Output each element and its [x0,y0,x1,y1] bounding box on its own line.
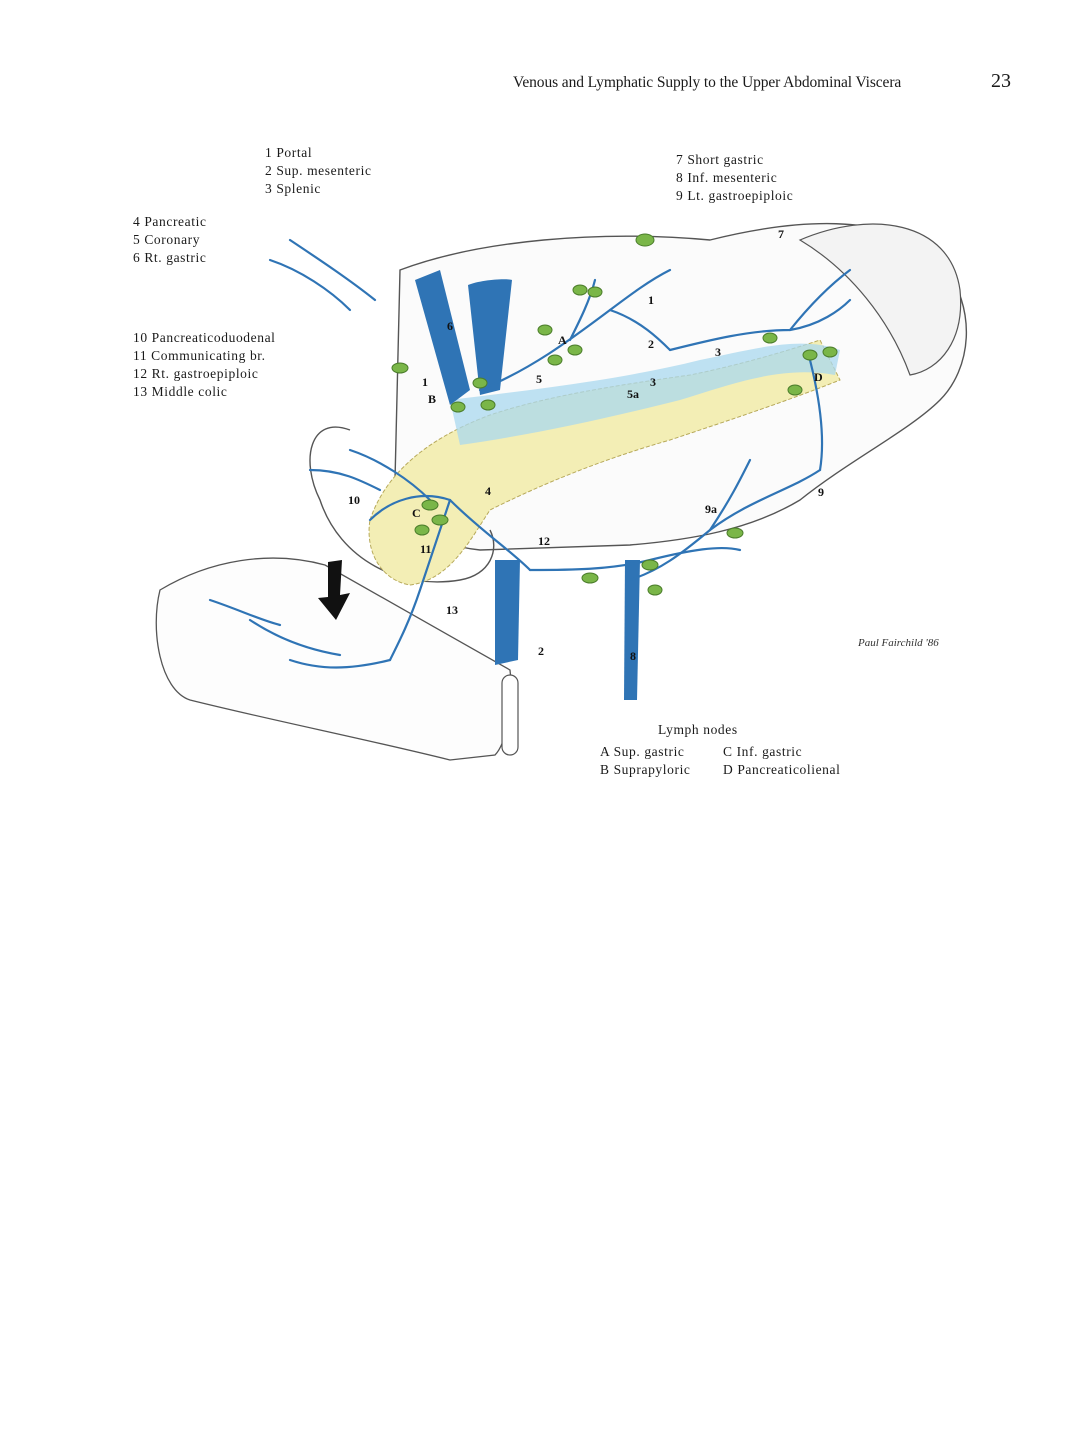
callout-4: 4 [485,484,491,498]
lymph-node [727,528,743,538]
lymph-node [788,385,802,395]
lymph-node [432,515,448,525]
callout-3: 3 [650,375,656,389]
legend-item: 4 Pancreatic [133,214,207,229]
callout-2b: 2 [538,644,544,658]
legend-item: 2 Sup. mesenteric [265,163,372,178]
legend-item: 6 Rt. gastric [133,250,207,265]
callout-11: 11 [420,542,432,556]
lymph-node [415,525,429,535]
legend-item: 10 Pancreaticoduodenal [133,330,276,345]
running-head [510,70,1010,96]
lymph-node [636,234,654,246]
lymph-node [582,573,598,583]
lymph-node [823,347,837,357]
inferior-mesenteric-vein [624,560,640,700]
legend-item: 13 Middle colic [133,384,228,399]
lymph-node [803,350,817,360]
lymph-node [588,287,602,297]
legend-item: 12 Rt. gastroepiploic [133,366,259,381]
lymph-item-c: C Inf. gastric [723,744,803,759]
callout-1b: 1 [422,375,428,389]
legend-item: 11 Communicating br. [133,348,266,363]
callout-9a: 9a [705,502,717,516]
superior-mesenteric-vein [495,560,520,665]
anatomical-illustration [150,200,980,775]
callout-2: 2 [648,337,654,351]
running-title: Venous and Lymphatic Supply to the Upper Abdominal Viscera [513,74,902,91]
lymph-node [642,560,658,570]
page-number: 23 [991,70,1011,92]
colon-cut-end [502,675,518,755]
callout-9: 9 [818,485,824,499]
callout-node-c: C [412,506,421,520]
legend-veins-1-3 [265,144,372,198]
legend-item: 5 Coronary [133,232,201,247]
callout-12: 12 [538,534,550,548]
lymph-item-a: A Sup. gastric [600,744,685,759]
callout-node-a: A [558,333,567,347]
lymph-node [392,363,408,373]
legend-item: 1 Portal [265,145,313,160]
lymph-node [473,378,487,388]
callout-node-d: D [814,370,823,384]
callout-6: 6 [447,319,453,333]
legend-item: 8 Inf. mesenteric [676,170,778,185]
callout-5a: 5a [627,387,639,401]
lymph-nodes-title: Lymph nodes [658,722,738,737]
lymph-item-d: D Pancreaticolienal [723,762,841,777]
artist-signature: Paul Fairchild '86 [858,637,939,649]
lymph-node [568,345,582,355]
lymph-node [763,333,777,343]
lymph-node [538,325,552,335]
callout-13: 13 [446,603,458,617]
legend-item: 7 Short gastric [676,152,764,167]
lymph-node [451,402,465,412]
venous-lymphatic-diagram [150,200,980,775]
callout-1: 1 [648,293,654,307]
callout-3b: 3 [715,345,721,359]
callout-5: 5 [536,372,542,386]
callout-8: 8 [630,649,636,663]
legend-item: 3 Splenic [265,181,322,196]
lymph-node [548,355,562,365]
legend-item: 9 Lt. gastroepiploic [676,188,794,203]
lymph-item-b: B Suprapyloric [600,762,691,777]
callout-node-b: B [428,392,437,406]
lymph-node [573,285,587,295]
callout-7: 7 [778,227,784,241]
callout-10: 10 [348,493,360,507]
legend-veins-7-9 [676,151,793,205]
lymph-node [481,400,495,410]
lymph-node [422,500,438,510]
lymph-node [648,585,662,595]
